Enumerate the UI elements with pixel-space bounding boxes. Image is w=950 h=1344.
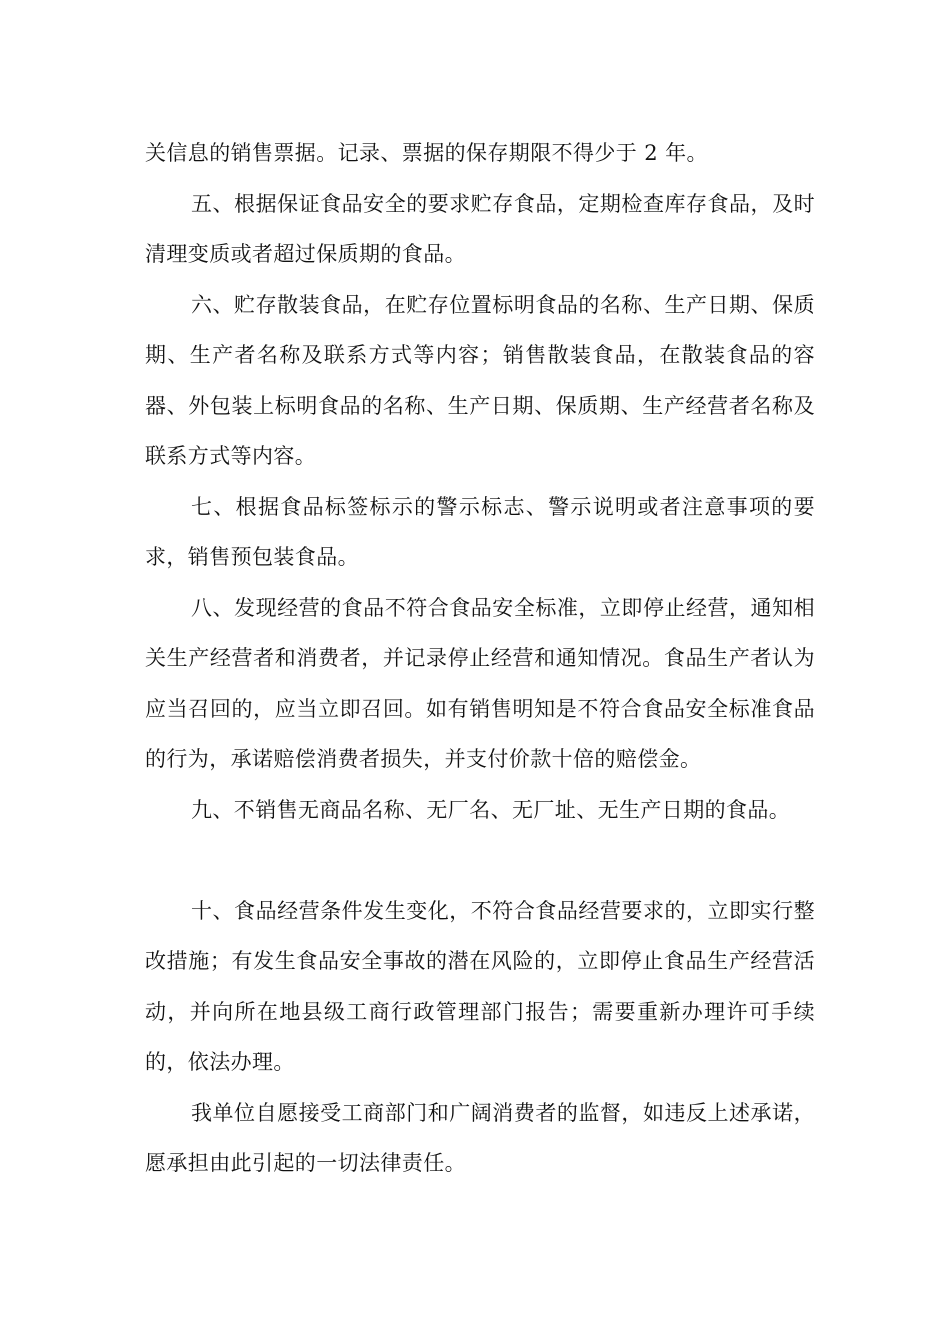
paragraph-item-7: 七、根据食品标签标示的警示标志、警示说明或者注意事项的要求，销售预包装食品。 <box>145 494 815 569</box>
document-body <box>145 128 815 1189</box>
blank-line <box>145 835 815 886</box>
paragraph-item-5: 五、根据保证食品安全的要求贮存食品，定期检查库存食品，及时清理变质或者超过保质期的食品。 <box>145 191 815 266</box>
paragraph-item-8: 八、发现经营的食品不符合食品安全标准，立即停止经营，通知相关生产经营者和消费者，并记录停止经营和通知情况。食品生产者认为应当召回的，应当立即召回。如有销售明知是不符合食品安全标准食品的行为，承诺赔偿消费者损失，并支付价款十倍的赔偿金。 <box>145 595 815 771</box>
paragraph-item-6: 六、贮存散装食品，在贮存位置标明食品的名称、生产日期、保质期、生产者名称及联系方式等内容；销售散装食品，在散装食品的容器、外包装上标明食品的名称、生产日期、保质期、生产经营者名称及联系方式等内容。 <box>145 292 815 468</box>
paragraph-continuation: 关信息的销售票据。记录、票据的保存期限不得少于 2 年。 <box>145 141 708 165</box>
paragraph-commitment: 我单位自愿接受工商部门和广阔消费者的监督，如违反上述承诺，愿承担由此引起的一切法律责任。 <box>145 1100 815 1175</box>
paragraph-item-9: 九、不销售无商品名称、无厂名、无厂址、无生产日期的食品。 <box>191 797 791 822</box>
paragraph-item-10: 十、食品经营条件发生变化，不符合食品经营要求的，立即实行整改措施；有发生食品安全事故的潜在风险的，立即停止食品生产经营活动，并向所在地县级工商行政管理部门报告；需要重新办理许可手续的，依法办理。 <box>145 898 815 1074</box>
